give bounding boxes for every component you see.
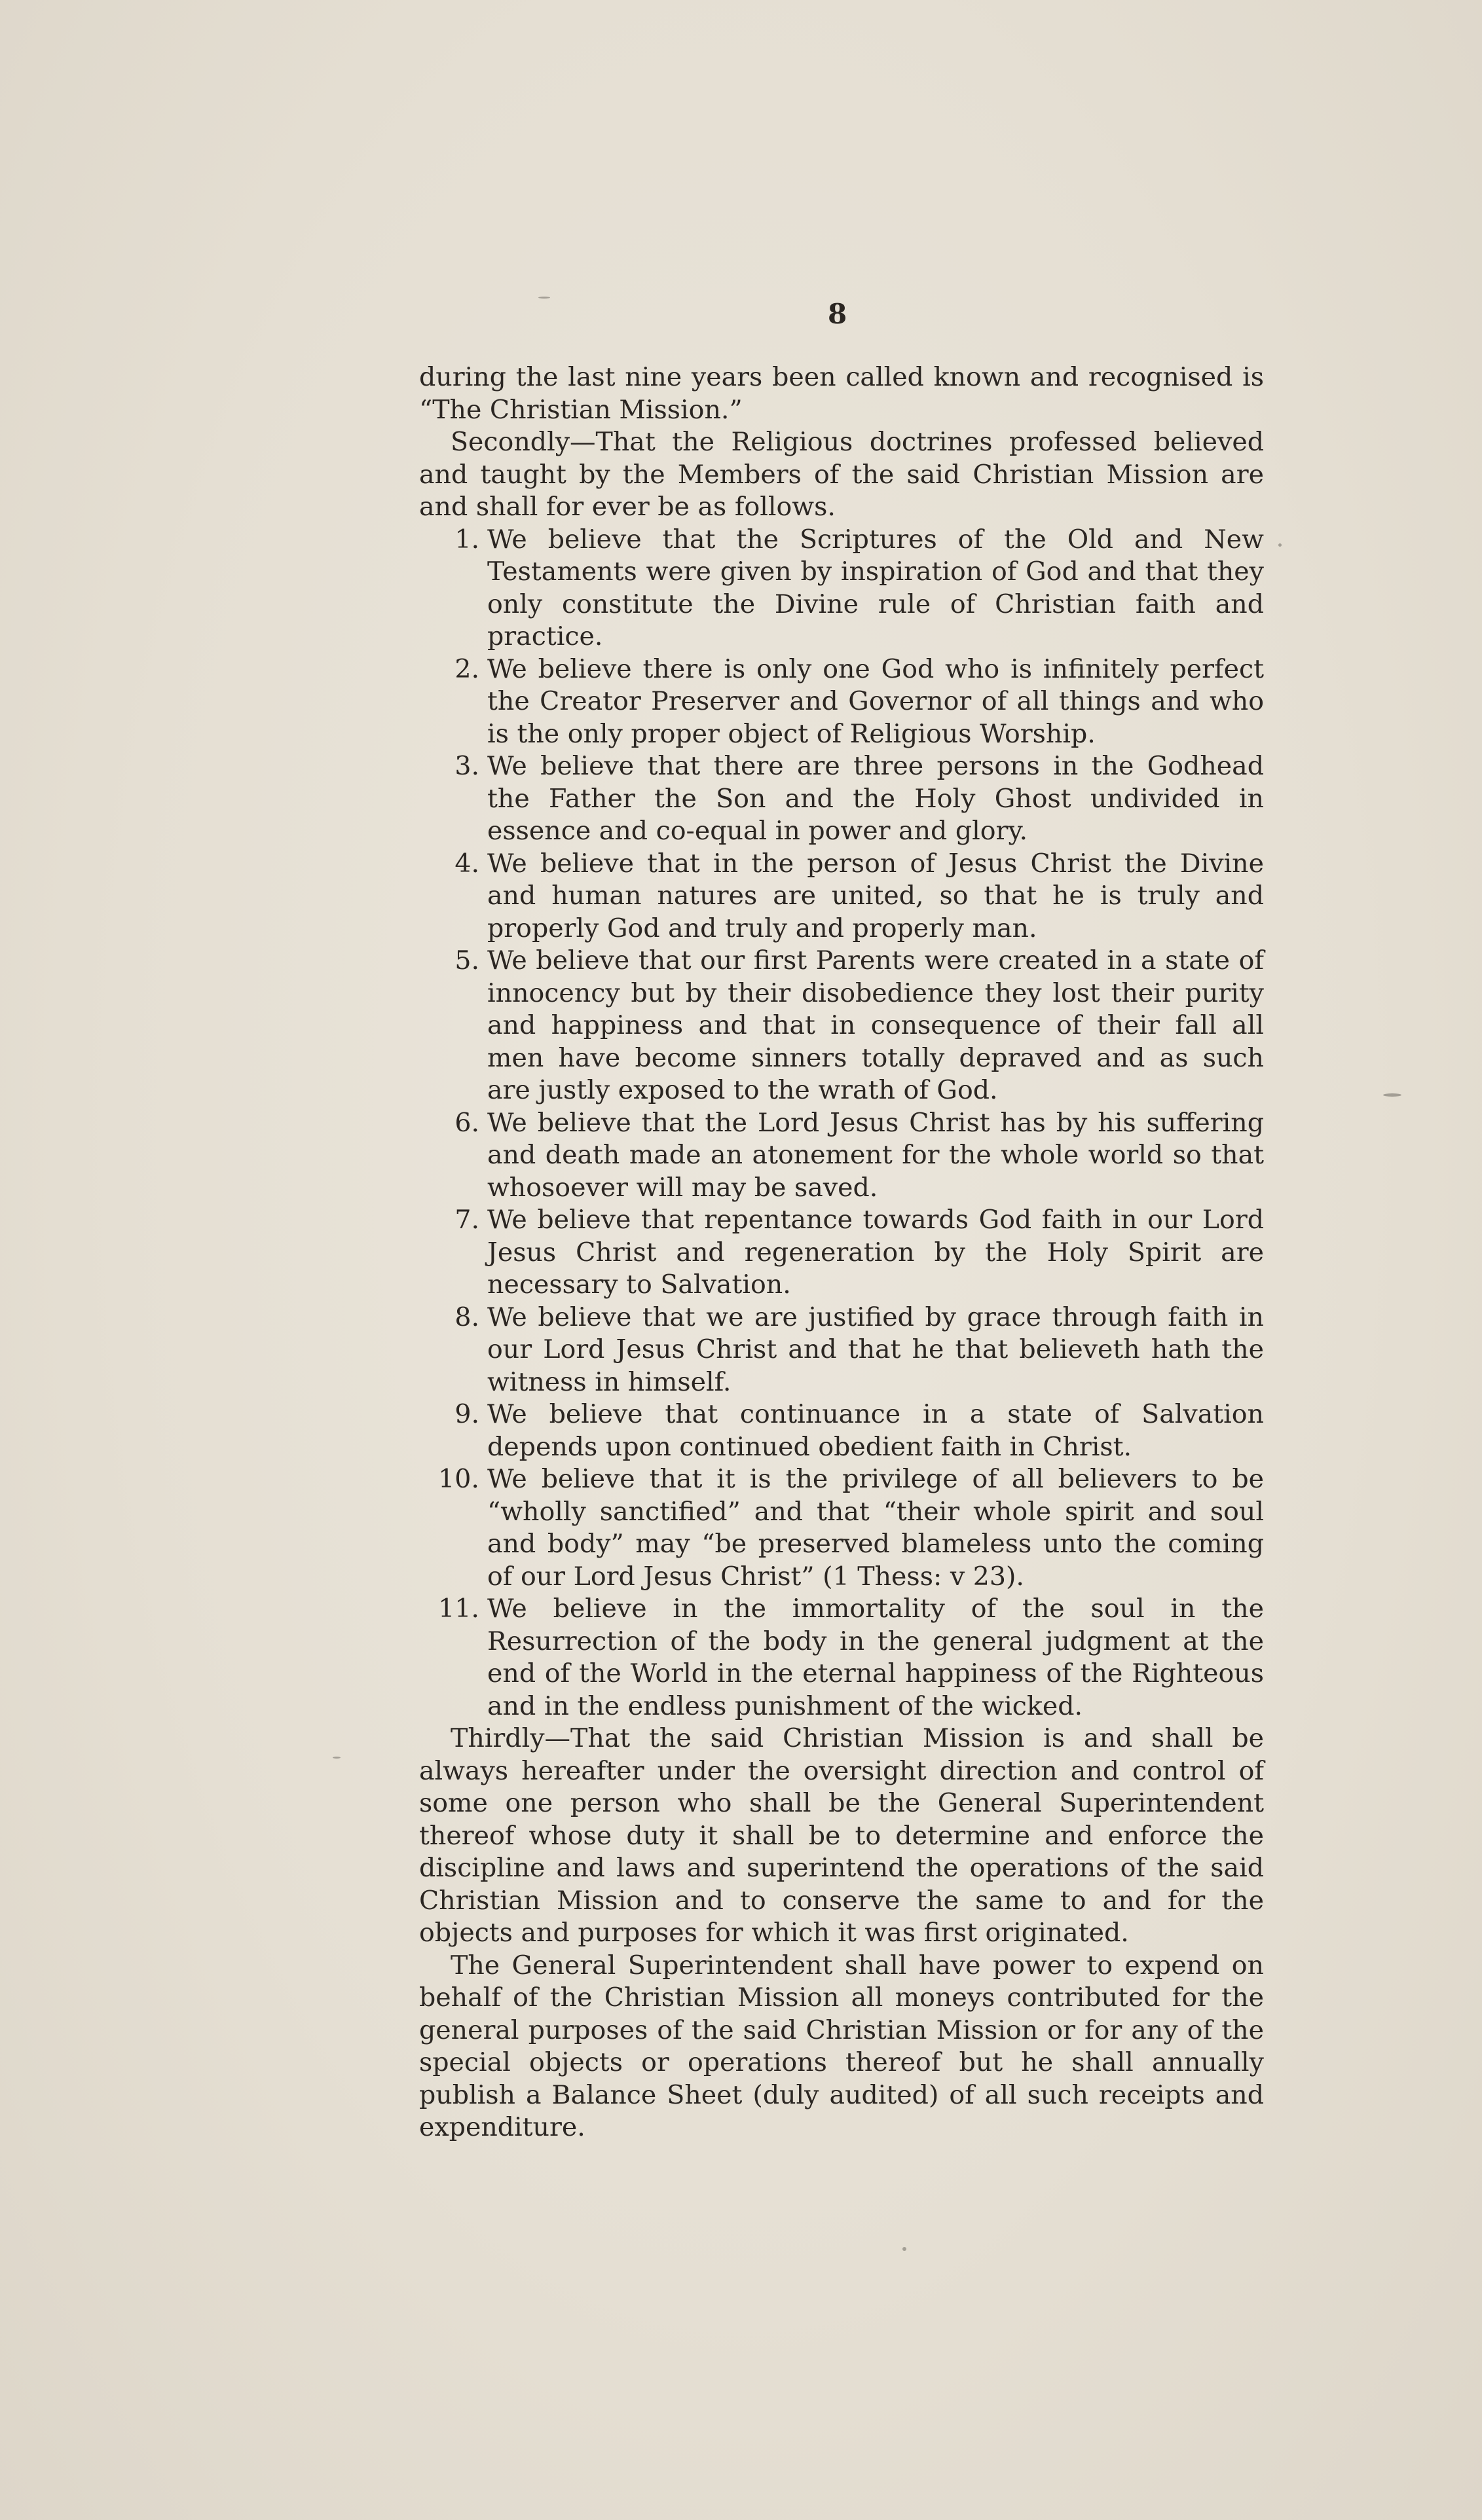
belief-text: We believe that continuance in a state of Salvation depends upon continued obedient faith in Christ. (487, 1399, 1264, 1462)
belief-text: We believe in the immortality of the soul in the Resurrection of the body in the general judgment at the end of the World in the eternal happiness of the Righteous and in the endless punishment of the wicked. (487, 1594, 1264, 1721)
belief-item (419, 848, 1264, 945)
paper-speck (538, 297, 550, 299)
belief-text: We believe that repentance towards God faith in our Lord Jesus Christ and regeneration by the Holy Spirit are necessary to Salvation. (487, 1205, 1264, 1300)
belief-item (419, 1398, 1264, 1463)
belief-item (419, 653, 1264, 751)
belief-number: 3. (454, 751, 479, 781)
belief-number: 5. (454, 945, 479, 976)
belief-number: 8. (454, 1302, 479, 1332)
paper-speck (902, 2247, 906, 2251)
belief-item (419, 1107, 1264, 1205)
belief-text: We believe there is only one God who is infinitely perfect the Creator Preserver and Governor of all things and who is the only proper object of Religious Worship. (487, 653, 1264, 749)
belief-item (419, 1593, 1264, 1723)
belief-item (419, 1302, 1264, 1399)
belief-number: 1. (454, 524, 479, 555)
page-number: 8 (828, 298, 847, 330)
belief-item (419, 1463, 1264, 1593)
belief-item (419, 750, 1264, 848)
belief-number: 7. (454, 1205, 479, 1235)
paper-speck (1278, 543, 1282, 547)
document-body (419, 361, 1264, 2144)
belief-text: We believe that our first Parents were created in a state of innocency but by their disobedience they lost their purity and happiness and that in consequence of their fall all men have become sinners totally depraved and as such are justly exposed to the wrath of God. (487, 945, 1264, 1105)
belief-text: We believe that there are three persons in the Godhead the Father the Son and the Holy Ghost undivided in essence and co-equal in power and glory. (487, 751, 1264, 846)
belief-number: 4. (454, 848, 479, 879)
beliefs-list (419, 524, 1264, 1723)
opening-text: during the last nine years been called known and recognised is “The Christian Mission.” (419, 362, 1264, 425)
belief-text: We believe that in the person of Jesus Christ the Divine and human natures are united, so that he is truly and properly God and truly and properly man. (487, 848, 1264, 943)
belief-text: We believe that we are justified by grace through faith in our Lord Jesus Christ and that he that believeth hath the witness in himself. (487, 1302, 1264, 1397)
belief-number: 6. (454, 1107, 479, 1138)
belief-number: 11. (438, 1594, 479, 1624)
paper-speck (333, 1757, 341, 1759)
belief-number: 10. (438, 1464, 479, 1494)
belief-text: We believe that the Lord Jesus Christ has by his suffering and death made an atonement for the whole world so that whosoever will may be saved. (487, 1107, 1264, 1203)
second-paragraph: Secondly—That the Religious doctrines professed believed and taught by the Members of the said Christian Mission are and shall for ever be as follows. (419, 427, 1264, 522)
third-paragraph: Thirdly—That the said Christian Mission is and shall be always hereafter under the oversight direction and control of some one person who shall be the General Superintendent thereof whose duty it shall be to determine and enforce the discipline and laws and superintend the operations of the said Christian Mission and to conserve the same to and for the objects and purposes for which it was first originated. (419, 1723, 1264, 1948)
belief-text: We believe that it is the privilege of all believers to be “wholly sanctified” and that “their whole spirit and soul and body” may “be preserved blameless unto the coming of our Lord Jesus Christ” (1 Thess: v 23). (487, 1464, 1264, 1592)
belief-item (419, 945, 1264, 1107)
belief-number: 9. (454, 1399, 479, 1429)
belief-item (419, 524, 1264, 653)
belief-item (419, 1204, 1264, 1302)
belief-text: We believe that the Scriptures of the Old and New Testaments were given by inspiration of God and that they only constitute the Divine rule of Christian faith and practice. (487, 524, 1264, 651)
belief-number: 2. (454, 653, 479, 684)
fourth-paragraph: The General Superintendent shall have power to expend on behalf of the Christian Mission all moneys contributed for the general purposes of the said Christian Mission or for any of the special objects or operations thereof but he shall annually publish a Balance Sheet (duly audited) of all such receipts and expenditure. (419, 1950, 1264, 2142)
paper-speck (1383, 1093, 1401, 1097)
